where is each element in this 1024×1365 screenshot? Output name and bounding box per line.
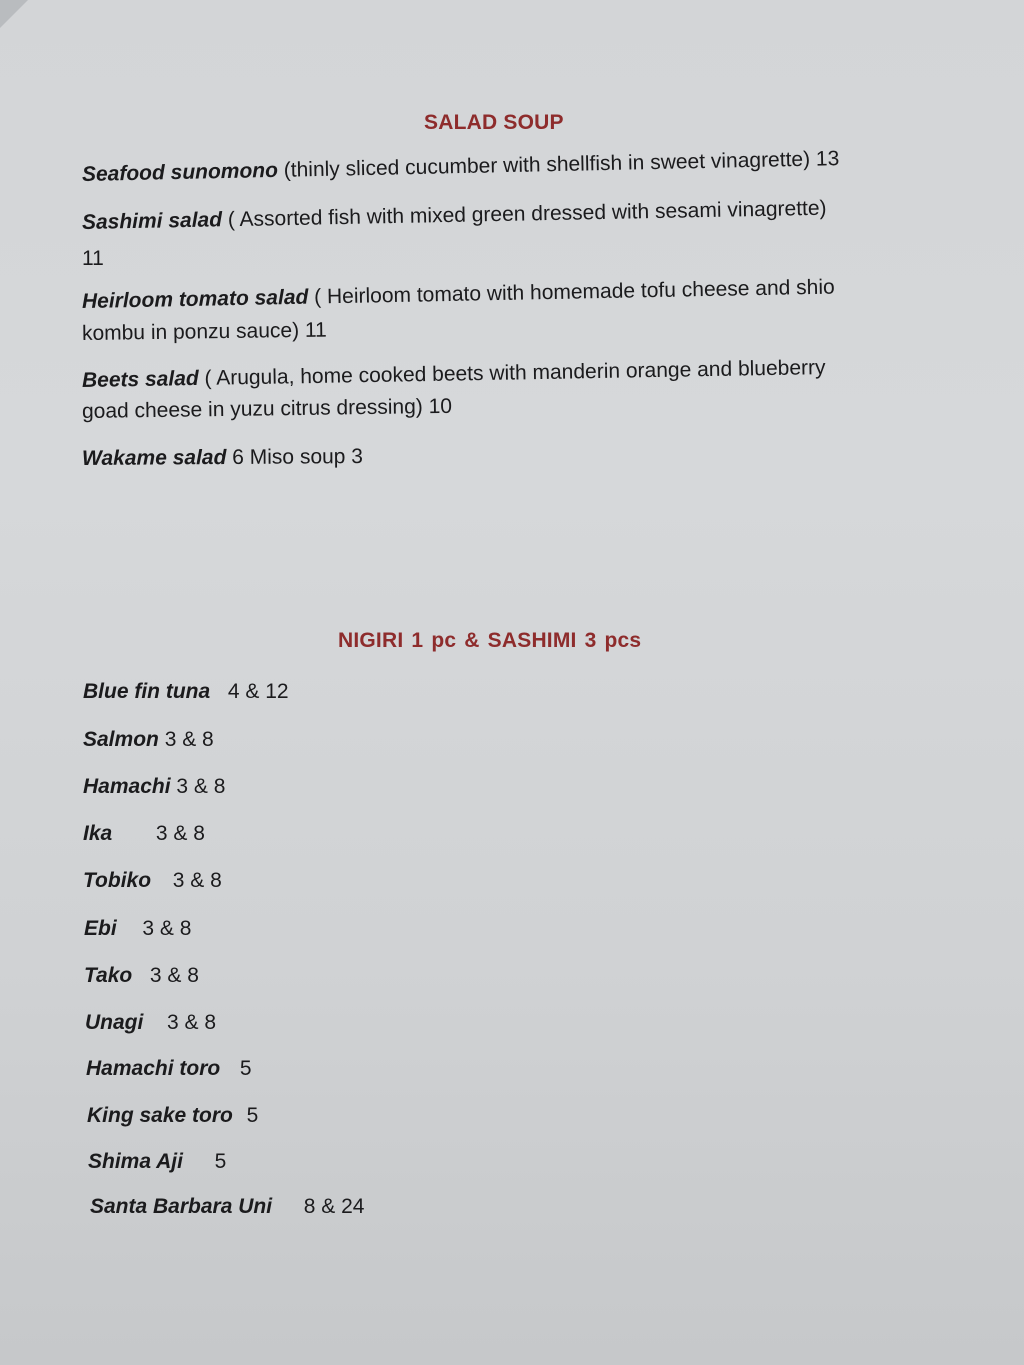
menu-item-tako [84,963,199,989]
item-name: Santa Barbara Uni [90,1195,273,1218]
item-price: 3 & 8 [167,1011,217,1034]
item-price: 5 [246,1104,259,1127]
menu-item-sashimi-salad [82,190,827,242]
item-name: Blue fin tuna [83,680,211,703]
item-price: 3 & 8 [164,728,214,751]
item-name: Seafood sunomono [81,158,279,186]
item-name: Tako [84,964,133,987]
item-price-line: 11 [82,247,104,270]
item-price: 8 & 24 [303,1195,365,1218]
item-description: 6 Miso soup 3 [232,445,364,469]
item-name: Wakame salad [81,445,227,470]
menu-item-seafood-sunomono [82,140,840,194]
item-name: Ika [83,822,113,845]
item-name: King sake toro [87,1104,233,1127]
item-name: Shima Aji [88,1150,183,1173]
salad-soup-heading: SALAD SOUP [424,111,564,134]
menu-item-tobiko [83,868,222,894]
item-name: Ebi [84,917,117,940]
item-price: 3 & 8 [172,869,222,892]
item-description-continued: kombu in ponzu sauce) 11 [81,318,327,345]
item-description: ( Arugula, home cooked beets with manderin orange and blueberry [204,356,826,390]
item-name: Sashimi salad [81,208,223,234]
item-description: ( Heirloom tomato with homemade tofu cheese and shio [313,275,835,309]
menu-item-santa-barbara-uni [90,1194,364,1220]
item-name: Unagi [85,1011,144,1034]
item-name: Hamachi [83,775,171,798]
item-price: 3 & 8 [155,822,205,845]
item-name: Hamachi toro [86,1057,221,1080]
menu-item-hamachi [83,774,225,800]
menu-item-hamachi-toro [86,1056,252,1082]
item-name: Tobiko [83,869,152,892]
item-price: 5 [214,1150,227,1173]
nigiri-sashimi-heading: NIGIRI 1 pc & SASHIMI 3 pcs [338,629,642,652]
item-description-continued: goad cheese in yuzu citrus dressing) 10 [81,394,453,423]
item-price: 4 & 12 [227,680,289,703]
item-price: 5 [239,1057,252,1080]
item-name: Beets salad [81,366,199,392]
page-corner [0,0,28,28]
menu-item-king-sake-toro [87,1103,258,1129]
item-name: Salmon [83,728,159,751]
menu-item-blue-fin-tuna [83,679,289,705]
item-price: 3 & 8 [176,775,226,798]
menu-item-shima-aji [88,1149,226,1175]
item-price: 3 & 8 [142,917,192,940]
item-name: Heirloom tomato salad [81,285,309,313]
menu-item-unagi [85,1010,216,1036]
menu-item-ebi [84,916,191,942]
menu-item-salmon [83,727,214,753]
menu-item-ika [83,821,205,847]
item-description: (thinly sliced cucumber with shellfish in sweet vinagrette) 13 [283,147,840,182]
item-price: 3 & 8 [149,964,199,987]
menu-item-wakame-salad [82,438,363,478]
item-description: ( Assorted fish with mixed green dressed with sesami vinagrette) [227,196,827,232]
